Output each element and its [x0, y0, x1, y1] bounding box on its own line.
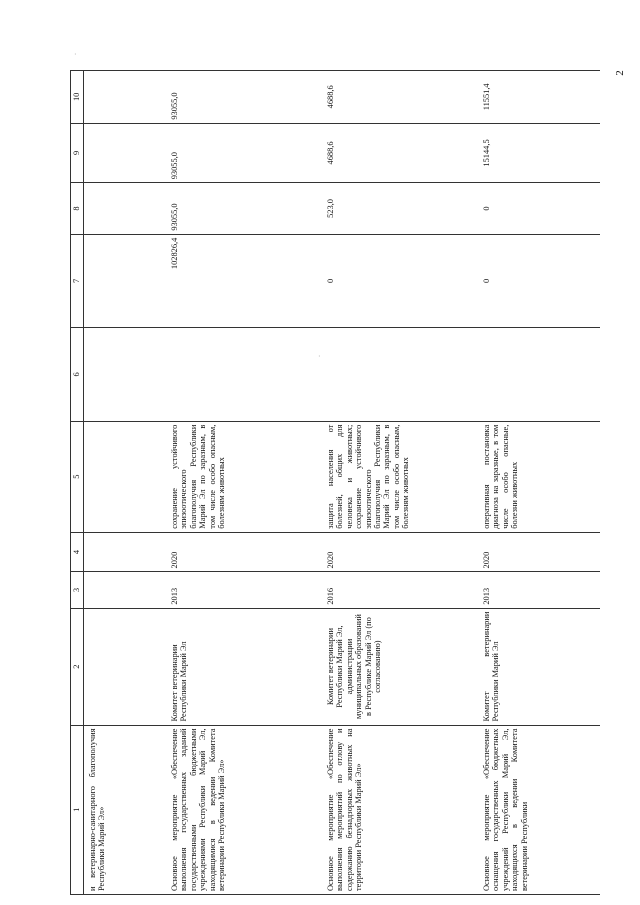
col-header: 3 — [71, 572, 84, 608]
start-year: 2016 — [322, 572, 478, 608]
expected-result: сохранение устойчивого эпизоотического благополучия Республики Марий Эл по заразным, в том числе особо опасным, болезням животных — [166, 421, 322, 532]
col-header: 10 — [71, 71, 84, 124]
col-header: 8 — [71, 183, 84, 234]
value-col-7: 0 — [478, 234, 600, 328]
start-year — [84, 572, 167, 608]
table-row — [166, 71, 322, 895]
value-col-9: 93055,0 — [166, 123, 322, 183]
executor — [84, 608, 167, 725]
col-6 — [166, 328, 322, 422]
value-col-10 — [84, 71, 167, 124]
value-col-7 — [84, 234, 167, 328]
activity-name: Основное мероприятие «Обеспечение оснащения государственных бюджетных учреждений Республики Марий Эл, находящихся в ведении Комитета ветеринарии Республики — [478, 725, 600, 894]
activity-name: Основное мероприятие «Обеспечение выполнения мероприятий по отлову и содержанию безнадзорных животных на территории Республики Марий Эл» — [322, 725, 478, 894]
activity-name: Основное мероприятие «Обеспечение выполнения государственных заданий государственными бюджетными учреждениями Республики Марий Эл, находящимися в ведении Комитета ветеринарии Республики Марий Эл» — [166, 725, 322, 894]
expected-result: защита населения от болезней, общих для человека и животных; сохранение устойчивого эпизоотического благополучия Республики Марий Эл по заразным, в том числе особо опасным, болезням животных — [322, 421, 478, 532]
column-number-header — [71, 71, 84, 895]
expected-result: оперативная постановка диагноза на заразные, в том числе особо опасные, болезни животных — [478, 421, 600, 532]
scan-mark: · — [74, 50, 77, 59]
end-year: 2020 — [322, 532, 478, 572]
end-year: 2020 — [478, 532, 600, 572]
executor: Комитет ветеринарии Республики Марий Эл, администрации муниципальных образований в Республике Марий Эл (по согласованию) — [322, 608, 478, 725]
value-col-10: 4688,6 — [322, 71, 478, 124]
rotated-page — [70, 70, 635, 895]
end-year: 2020 — [166, 532, 322, 572]
value-col-8: 0 — [478, 183, 600, 234]
scan-mark: · — [318, 352, 321, 361]
value-col-9: 4688,6 — [322, 123, 478, 183]
value-col-9 — [84, 123, 167, 183]
activity-name: и ветеринарно-санитарного благополучия Республики Марий Эл» — [84, 725, 167, 894]
col-header: 2 — [71, 608, 84, 725]
table-row — [322, 71, 478, 895]
col-header: 5 — [71, 421, 84, 532]
col-6 — [478, 328, 600, 422]
value-col-7: 102826,4 — [166, 234, 322, 328]
expected-result — [84, 421, 167, 532]
value-col-10: 11551,4 — [478, 71, 600, 124]
page-number: 2 — [614, 70, 626, 76]
program-table — [70, 70, 600, 895]
start-year: 2013 — [478, 572, 600, 608]
table-row — [84, 71, 167, 895]
col-header: 7 — [71, 234, 84, 328]
col-6 — [84, 328, 167, 422]
end-year — [84, 532, 167, 572]
executor: Комитет ветеринарии Республики Марий Эл — [166, 608, 322, 725]
value-col-7: 0 — [322, 234, 478, 328]
col-header: 4 — [71, 532, 84, 572]
value-col-9: 15144,5 — [478, 123, 600, 183]
executor: Комитет ветеринарии Республики Марий Эл — [478, 608, 600, 725]
value-col-8: 523,0 — [322, 183, 478, 234]
table-row — [478, 71, 600, 895]
col-header: 1 — [71, 725, 84, 894]
col-6 — [322, 328, 478, 422]
value-col-8 — [84, 183, 167, 234]
start-year: 2013 — [166, 572, 322, 608]
value-col-10: 93055,0 — [166, 71, 322, 124]
col-header: 6 — [71, 328, 84, 422]
value-col-8: 93055,0 — [166, 183, 322, 234]
col-header: 9 — [71, 123, 84, 183]
